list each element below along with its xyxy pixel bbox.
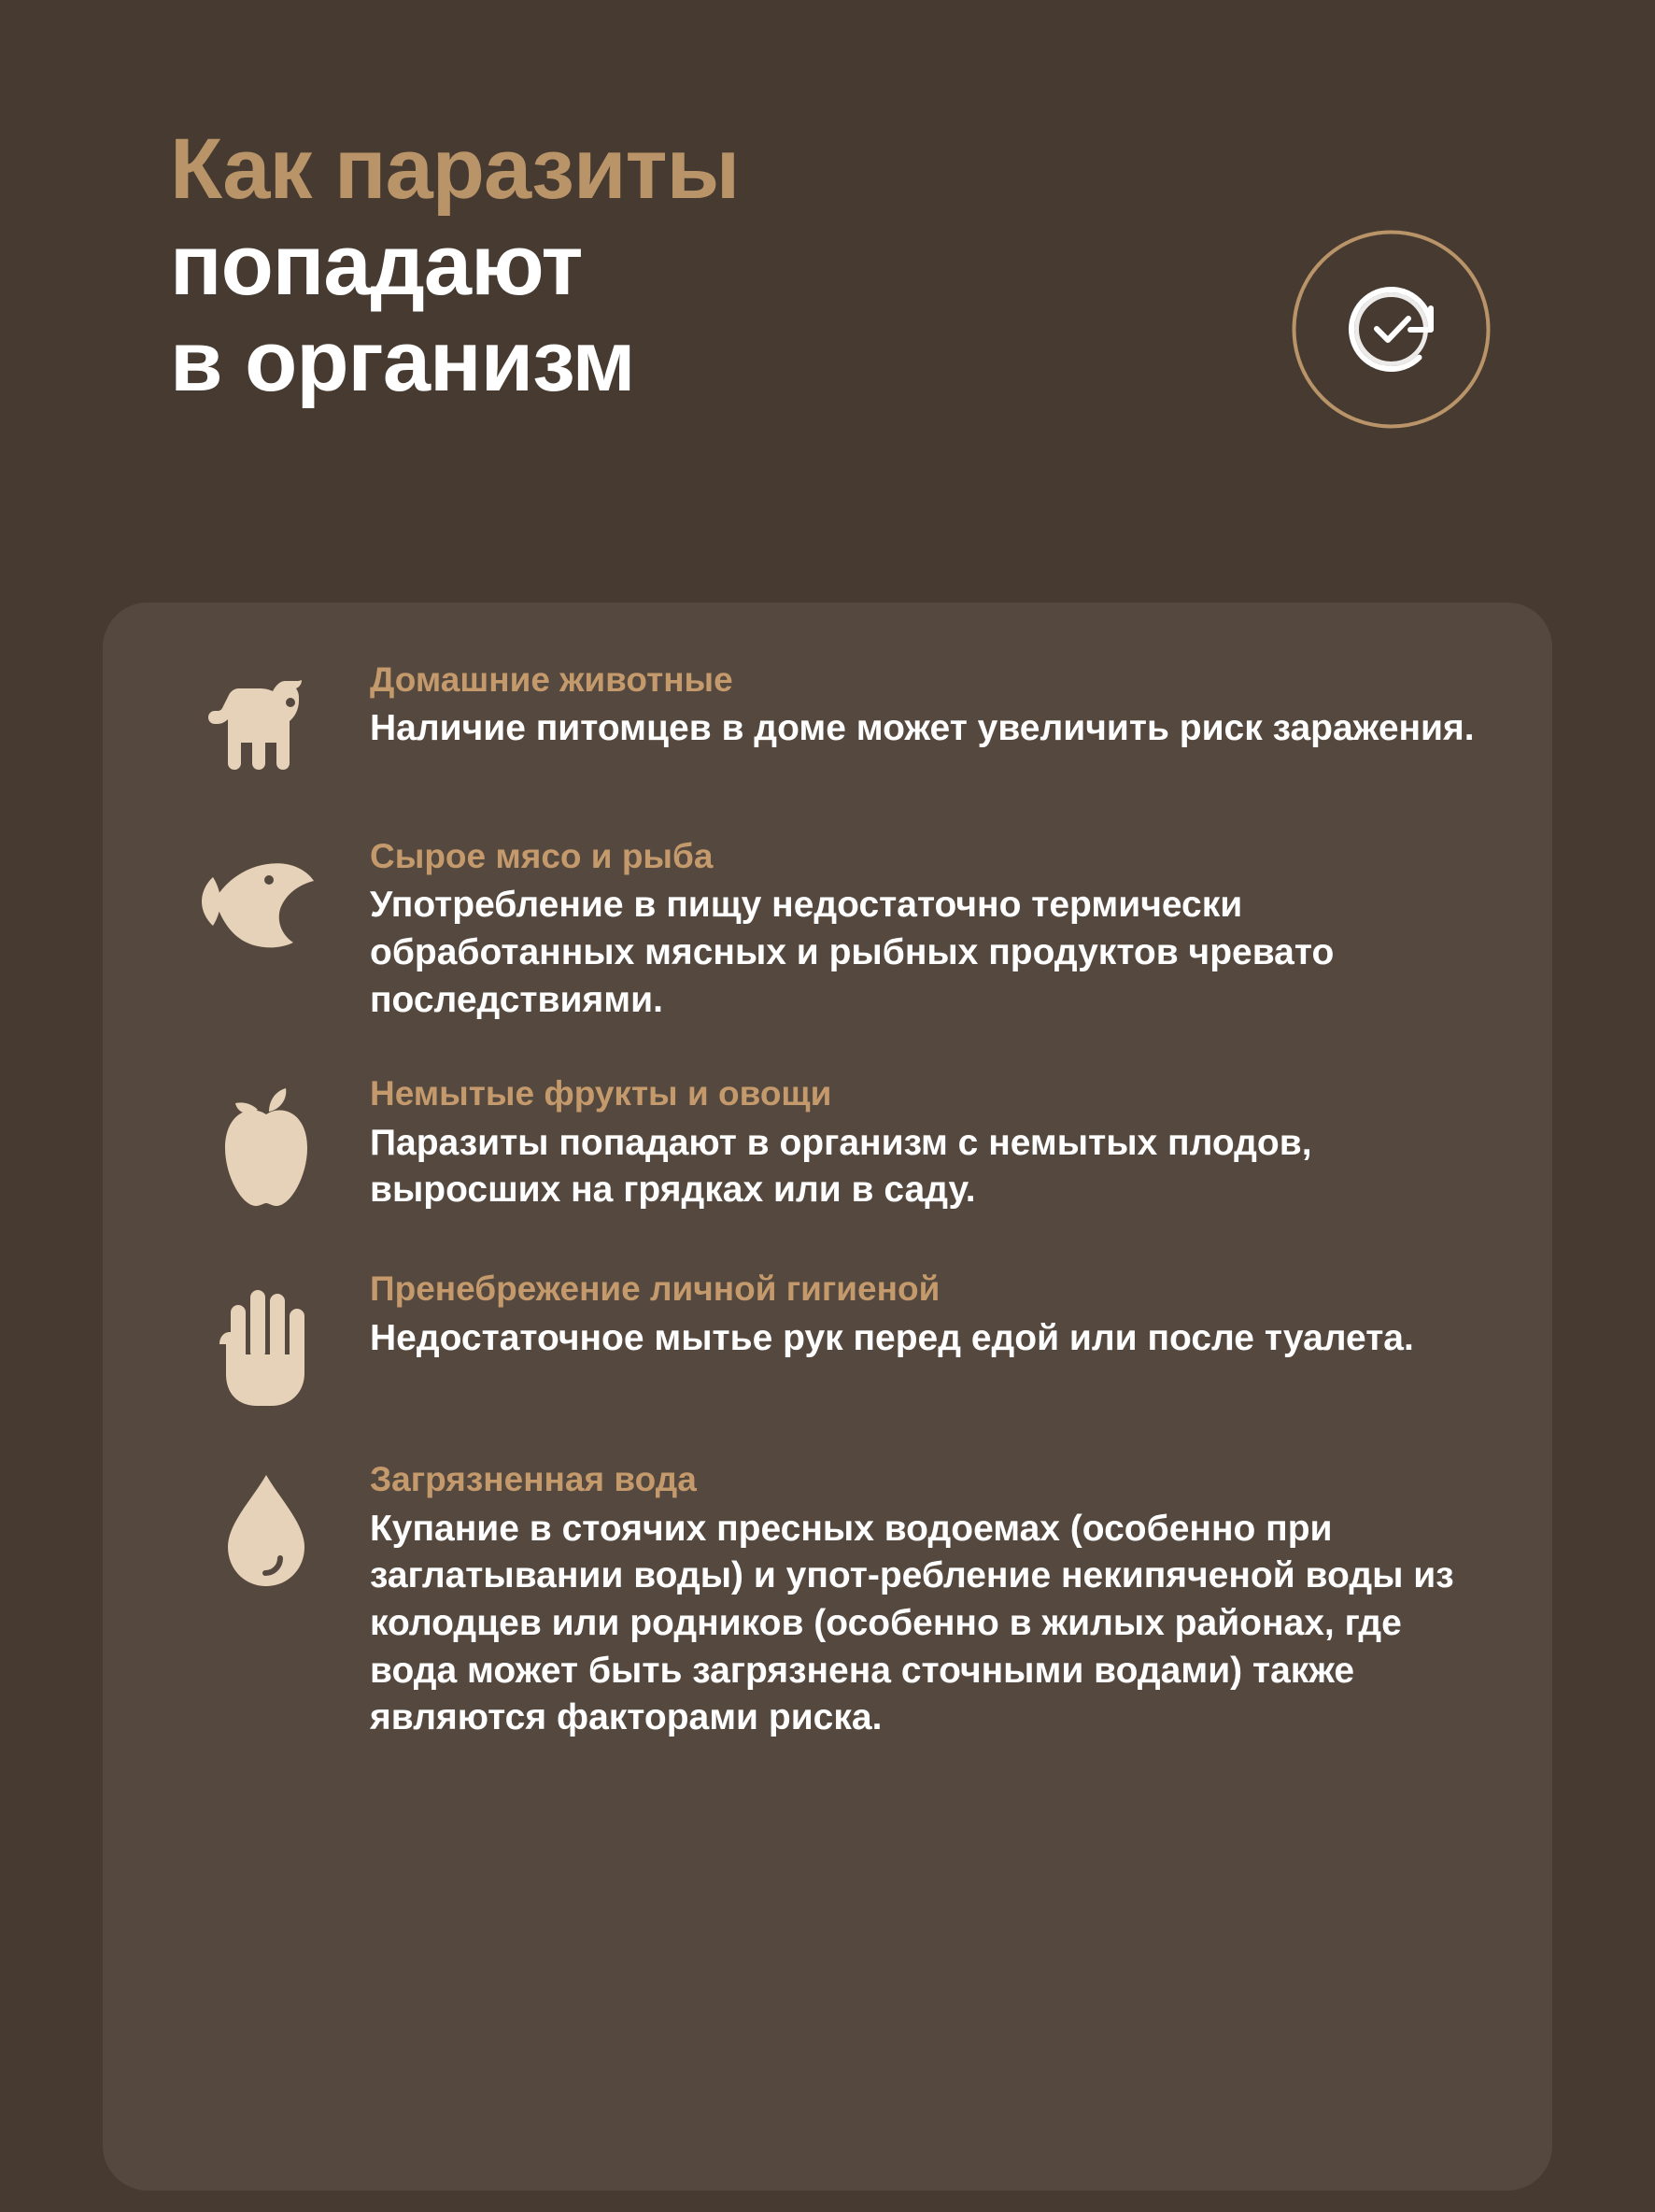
causes-card — [103, 603, 1552, 2191]
fish-icon — [177, 835, 355, 954]
list-item — [177, 1072, 1478, 1219]
list-item-text: Наличие питомцев в доме может увеличить риск заражения. — [370, 708, 1475, 749]
list-item-text: Паразиты попадают в организм с немытых плодов, выросших на грядках или в саду. — [370, 1122, 1312, 1211]
list-item-text: Недостаточное мытье рук перед едой или после туалета. — [370, 1317, 1414, 1358]
list-item — [177, 1458, 1478, 1742]
list-item-body — [355, 1268, 1478, 1362]
refresh-check-icon — [1291, 229, 1492, 430]
list-item-title: Загрязненная вода — [370, 1460, 697, 1499]
water-drop-icon — [177, 1458, 355, 1600]
list-item-text: Употребление в пищу недостаточно термически обработанных мясных и рыбных продуктов чревато последствиями. — [370, 885, 1335, 1020]
list-item — [177, 659, 1478, 787]
page-title-line-2: попадают — [170, 218, 583, 314]
list-item — [177, 835, 1478, 1024]
list-item-title: Сырое мясо и рыба — [370, 837, 714, 875]
page-title — [170, 121, 1197, 410]
hand-icon — [177, 1268, 355, 1410]
page-title-line-1: Как паразиты — [170, 121, 740, 217]
list-item-body — [355, 659, 1478, 753]
page-title-line-3: в организм — [170, 314, 635, 410]
list-item-body — [355, 1072, 1478, 1214]
list-item-title: Домашние животные — [370, 660, 733, 699]
list-item — [177, 1268, 1478, 1410]
list-item-body — [355, 1458, 1478, 1742]
dog-icon — [177, 659, 355, 787]
list-item-text: Купание в стоячих пресных водоемах (особенно при заглатывании воды) и упот-ребление некипяченой воды из колодцев или родников (особенно в жилых районах, где вода может быть загрязнена сточными водами) также являются факторами риска. — [370, 1508, 1454, 1738]
apple-icon — [177, 1072, 355, 1219]
list-item-title: Немытые фрукты и овощи — [370, 1074, 832, 1113]
list-item-title: Пренебрежение личной гигиеной — [370, 1269, 941, 1309]
list-item-body — [355, 835, 1478, 1024]
